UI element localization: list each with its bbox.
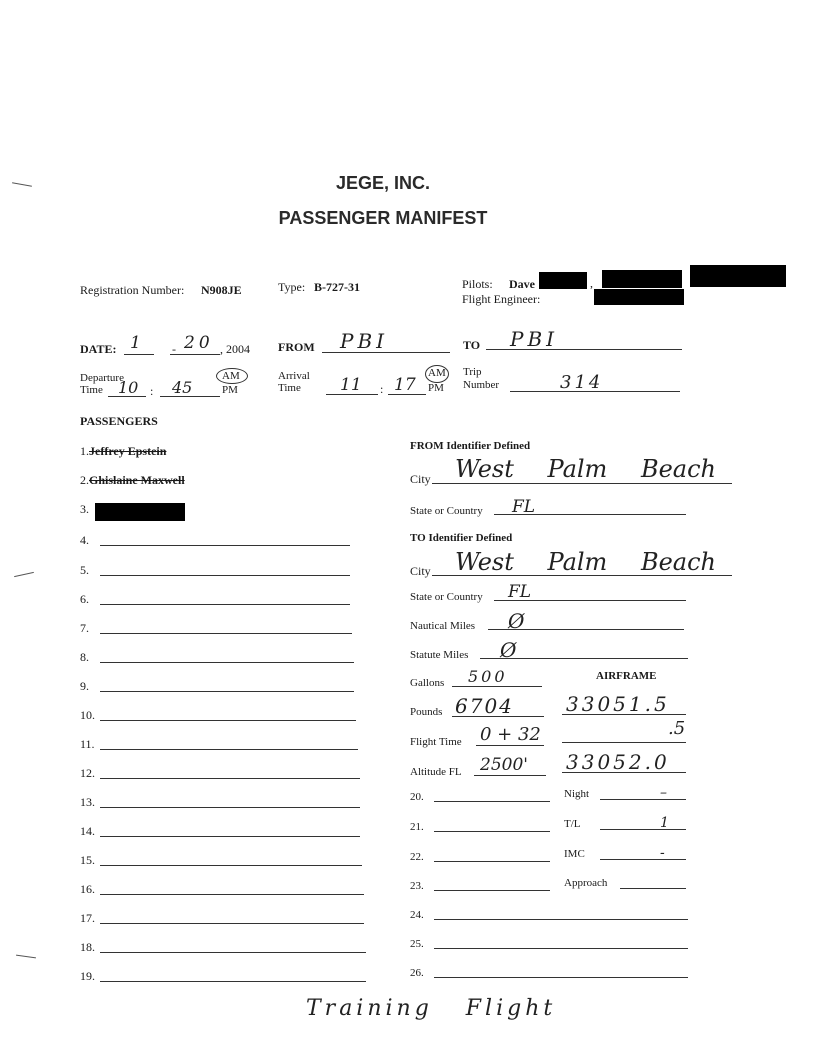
redaction-bar (95, 503, 185, 521)
trip-label (463, 366, 499, 392)
departure-label-line2: Time (80, 384, 103, 396)
passenger-line (100, 662, 354, 663)
to-value: PBI (510, 327, 559, 351)
passenger-row (80, 853, 95, 868)
passenger-name: Jeffrey Epstein (89, 444, 167, 458)
passenger-line (100, 691, 354, 692)
margin-mark (14, 572, 34, 577)
from-state-value: FL (512, 497, 536, 517)
passenger-row (80, 533, 89, 548)
passenger-row (80, 737, 95, 752)
passenger-number: 4. (80, 533, 89, 547)
registration-label: Registration Number: (80, 283, 185, 297)
passenger-line (100, 604, 350, 605)
airframe-value-1: 33051.5 (566, 692, 670, 716)
flight-time-value: 0 + 32 (480, 724, 541, 745)
right-row-line (434, 801, 550, 802)
passenger-number: 3. (80, 502, 89, 516)
flight-time-label: Flight Time (410, 736, 462, 748)
right-row-value-line (600, 799, 686, 800)
statute-miles-label: Statute Miles (410, 649, 469, 661)
arrival-label-line2: Time (278, 382, 301, 394)
right-row-number: 21. (410, 821, 424, 833)
trip-label-line2: Number (463, 379, 500, 391)
passenger-number: 17. (80, 911, 95, 925)
passenger-row (80, 708, 95, 723)
right-row-number: 20. (410, 791, 424, 803)
right-row-line (434, 831, 550, 832)
form-title: PASSENGER MANIFEST (278, 208, 488, 228)
company-name: JEGE, INC. (335, 173, 431, 193)
passenger-line (100, 575, 350, 576)
passenger-number: 16. (80, 882, 95, 896)
redaction-bar (690, 265, 786, 287)
right-row-number: 25. (410, 938, 424, 950)
to-label: TO (463, 338, 481, 352)
right-row-value: - (660, 845, 665, 861)
passenger-row (80, 824, 95, 839)
flight-engineer-label: Flight Engineer: (462, 292, 541, 306)
passenger-row (80, 621, 89, 636)
margin-mark (16, 955, 36, 959)
departure-hour: 10 (118, 378, 139, 397)
airframe-label: AIRFRAME (596, 670, 657, 682)
right-row-value-line (600, 859, 686, 860)
passenger-line (100, 720, 356, 721)
from-state-label: State or Country (410, 505, 483, 517)
passenger-line (100, 923, 364, 924)
from-identifier-heading: FROM Identifier Defined (410, 440, 531, 452)
passenger-line (100, 545, 350, 546)
passenger-row (80, 563, 89, 578)
arrival-label (278, 370, 310, 394)
pounds-label: Pounds (410, 706, 443, 718)
from-label: FROM (278, 340, 315, 354)
right-row-line (434, 977, 688, 978)
trip-label-line1: Trip (463, 366, 482, 378)
passenger-number: 1. (80, 444, 89, 458)
airframe-value-2: .5 (668, 718, 686, 739)
gallons-value: 500 (468, 667, 508, 686)
right-row-line (434, 890, 550, 891)
passenger-row (80, 911, 95, 926)
departure-label-line1: Departure (80, 372, 124, 384)
right-row-line (434, 948, 688, 949)
arrival-label-line1: Arrival (278, 370, 310, 382)
altitude-label: Altitude FL (410, 766, 462, 778)
passenger-number: 14. (80, 824, 95, 838)
passenger-row (80, 882, 95, 897)
date-label: DATE: (80, 342, 117, 356)
right-row-tag: Approach (564, 877, 608, 889)
passenger-number: 6. (80, 592, 89, 606)
passenger-number: 8. (80, 650, 89, 664)
to-city-value: West Palm Beach (455, 548, 716, 576)
date-year: , 2004 (220, 342, 250, 356)
right-row-value: – (660, 785, 667, 801)
time-colon: : (380, 382, 384, 396)
am-label: AM (222, 370, 240, 382)
redaction-bar (594, 289, 684, 305)
altitude-value: 2500' (480, 755, 528, 775)
pilots-label: Pilots: (462, 277, 493, 291)
passenger-row (80, 592, 89, 607)
passenger-number: 5. (80, 563, 89, 577)
passenger-row (80, 473, 185, 488)
passenger-number: 10. (80, 708, 95, 722)
nautical-miles-value: Ø (508, 609, 525, 633)
registration-value: N908JE (201, 283, 242, 297)
gallons-label: Gallons (410, 677, 445, 689)
right-row-value-line (620, 888, 686, 889)
passenger-line (100, 894, 364, 895)
passenger-number: 19. (80, 969, 95, 983)
passenger-number: 2. (80, 473, 89, 487)
to-identifier-heading: TO Identifier Defined (410, 532, 513, 544)
date-day: 20 (184, 333, 214, 353)
date-dash: - (172, 342, 176, 356)
right-row-line (434, 919, 688, 920)
nautical-miles-label: Nautical Miles (410, 620, 476, 632)
right-row-tag: T/L (564, 818, 581, 830)
pm-label: PM (222, 384, 238, 396)
passenger-line (100, 807, 360, 808)
passenger-row (80, 766, 95, 781)
right-row-value: 1 (660, 815, 669, 831)
right-row-value-line (600, 829, 686, 830)
arrival-hour: 11 (340, 375, 362, 395)
passenger-row (80, 650, 89, 665)
passenger-row (80, 969, 95, 984)
passenger-row (80, 795, 95, 810)
passenger-row (80, 444, 166, 459)
pounds-value: 6704 (455, 694, 514, 718)
statute-miles-value: Ø (500, 638, 517, 662)
passenger-line (100, 865, 362, 866)
right-row-line (434, 861, 550, 862)
arrival-minute: 17 (394, 375, 416, 395)
departure-minute: 45 (172, 378, 193, 397)
passenger-row (80, 940, 95, 955)
passenger-line (100, 633, 352, 634)
passenger-number: 18. (80, 940, 95, 954)
to-state-label: State or Country (410, 591, 483, 603)
to-state-value: FL (508, 582, 532, 602)
type-label: Type: (278, 280, 306, 294)
passenger-number: 12. (80, 766, 95, 780)
pm-label: PM (428, 382, 444, 394)
passenger-number: 7. (80, 621, 89, 635)
time-colon: : (150, 384, 154, 398)
from-city-value: West Palm Beach (455, 455, 716, 483)
footer-note: Training Flight (306, 996, 557, 1021)
separator-comma: , (590, 276, 593, 290)
redaction-bar (539, 272, 587, 289)
pilots-value: Dave (509, 277, 535, 291)
passenger-line (100, 749, 358, 750)
type-value: B-727-31 (314, 280, 360, 294)
passengers-heading: PASSENGERS (80, 414, 158, 428)
date-month: 1 (130, 333, 141, 353)
airframe-value-3: 33052.0 (566, 750, 670, 774)
trip-number: 314 (560, 372, 604, 393)
am-label: AM (428, 367, 446, 379)
passenger-number: 15. (80, 853, 95, 867)
passenger-line (100, 778, 360, 779)
right-row-tag: IMC (564, 848, 585, 860)
passenger-row (80, 502, 89, 517)
passenger-line (100, 981, 366, 982)
passenger-line (100, 836, 360, 837)
right-row-number: 26. (410, 967, 424, 979)
from-value: PBI (340, 329, 389, 353)
from-city-label: City (410, 472, 431, 486)
right-row-number: 24. (410, 909, 424, 921)
passenger-line (100, 952, 366, 953)
passenger-number: 11. (80, 737, 95, 751)
right-row-number: 22. (410, 851, 424, 863)
to-city-label: City (410, 564, 431, 578)
right-row-number: 23. (410, 880, 424, 892)
right-row-tag: Night (564, 788, 590, 800)
redaction-bar (602, 270, 682, 288)
passenger-number: 9. (80, 679, 89, 693)
passenger-name: Ghislaine Maxwell (89, 473, 185, 487)
passenger-number: 13. (80, 795, 95, 809)
passenger-row (80, 679, 89, 694)
